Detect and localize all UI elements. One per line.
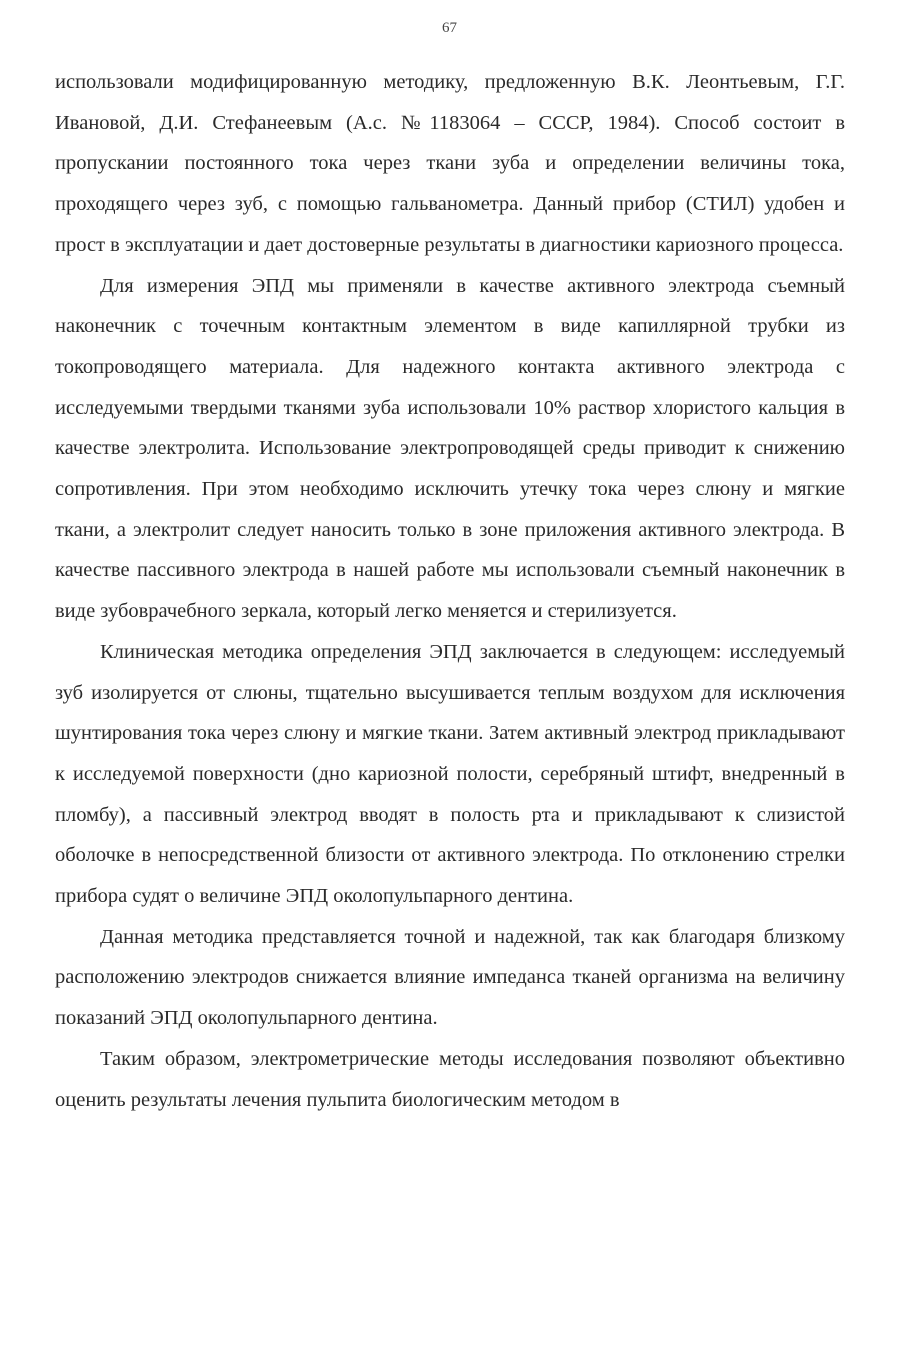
paragraph-1: использовали модифицированную методику, предложенную В.К. Леонтьевым, Г.Г. Ивановой, Д.И. Стефанеевым (А.с. №1183064 – СССР, 1984). Способ состоит в пропускании постоянного тока через ткани зуба и определении величины тока, проходящего через зуб, с помощью гальванометра. Данный прибор (СТИЛ) удобен и прост в эксплуатации и дает достоверные результаты в диагностики кариозного процесса. [55,71,845,256]
paragraph-3: Клиническая методика определения ЭПД заключается в следующем: исследуемый зуб изолируется от слюны, тщательно высушивается теплым воздухом для исключения шунтирования тока через слюну и мягкие ткани. Затем активный электрод прикладывают к исследуемой поверхности (дно кариозной полости, серебряный штифт, внедренный в пломбу), а пассивный электрод вводят в полость рта и прикладывают к слизистой оболочке в непосредственной близости от активного электрода. По отклонению стрелки прибора судят о величине ЭПД околопульпарного дентина. [55,640,845,908]
paragraph-5: Таким образом, электрометрические методы исследования позволяют объективно оценить результаты лечения пульпита биологическим методом в [55,1047,845,1111]
paragraph-4: Данная методика представляется точной и надежной, так как благодаря близкому расположению электродов снижается влияние импеданса тканей организма на величину показаний ЭПД околопульпарного дентина. [55,925,845,1030]
document-body [55,62,845,1120]
page-number: 67 [442,20,457,36]
paragraph-2: Для измерения ЭПД мы применяли в качестве активного электрода съемный наконечник с точечным контактным элементом в виде капиллярной трубки из токопроводящего материала. Для надежного контакта активного электрода с исследуемыми твердыми тканями зуба использовали 10% раствор хлористого кальция в качестве электролита. Использование электропроводящей среды приводит к снижению сопротивления. При этом необходимо исключить утечку тока через слюну и мягкие ткани, а электролит следует наносить только в зоне приложения активного электрода. В качестве пассивного электрода в нашей работе мы использовали съемный наконечник в виде зубоврачебного зеркала, который легко меняется и стерилизуется. [55,274,845,623]
